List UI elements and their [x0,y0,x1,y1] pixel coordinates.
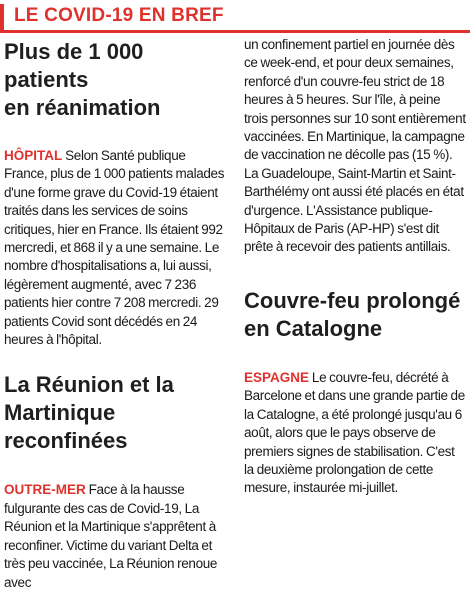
article-headline: La Réunion et la Martinique reconfinées [4,372,174,454]
article-headline: Couvre-feu prolongé en Catalogne [244,287,461,341]
article-headline: Plus de 1 000 patients en réanimation [4,39,161,120]
article-body [4,481,228,591]
article-espagne [244,287,466,498]
article-text: Le couvre-feu, décrété à Barcelone et dans une grande partie de la Catalogne, a été prolongé jusqu'au 6 août, alors que le pays observe de premiers signes de stabilisation. C'est la deuxième prolongation de cette mesure, instaurée mi-juillet. [244,369,465,496]
article-hopital [4,38,228,349]
article-text-part-1: Face à la hausse fulgurante des cas de Covid-19, La Réunion et la Martinique s'apprêtent à reconfiner. Victime du variant Delta et très peu vaccinée, La Réunion renoue avec [4,482,218,590]
article-text-part-2: un confinement partiel en journée dès ce week-end, et pour deux semaines, renforcé d'un couvre-feu strict de 18 heures à 5 heures. Sur l'île, à peine trois personnes sur 10 sont entièrement vaccinées. En Martinique, la campagne de vaccination ne décolle pas (15 %). La Guadeloupe, Saint-Martin et Saint-Barthélémy ont aussi été placés en état d'urgence. L'Assistance publique-Hôpitaux de Paris (AP-HP) s'est dit prête à recevoir des patients antillais. [244,37,466,255]
left-column [4,38,228,592]
section-banner [0,4,242,30]
section-title: LE COVID-19 EN BREF [14,5,224,26]
article-kicker: HÔPITAL [4,148,63,163]
article-kicker: OUTRE-MER [4,482,86,498]
article-body [244,369,466,498]
right-column [244,36,466,498]
article-text: Selon Santé publique France, plus de 1 000 patients malades d'une forme grave du Covid-19 étaient traités dans les services de soins critiques, hier en France. Ils étaient 992 mercredi, et 868 il y a une semaine. Le nombre d'hospitalisations a, lui aussi, légèrement augmenté, avec 7 236 patients hier contre 7 208 mercredi. 29 patients Covid sont décédés en 24 heures à l'hôpital. [4,148,225,348]
article-kicker: ESPAGNE [244,369,310,385]
article-body-continued [244,36,466,257]
article-outre-mer [4,371,228,591]
article-body [4,147,228,349]
banner-rule [0,30,470,33]
